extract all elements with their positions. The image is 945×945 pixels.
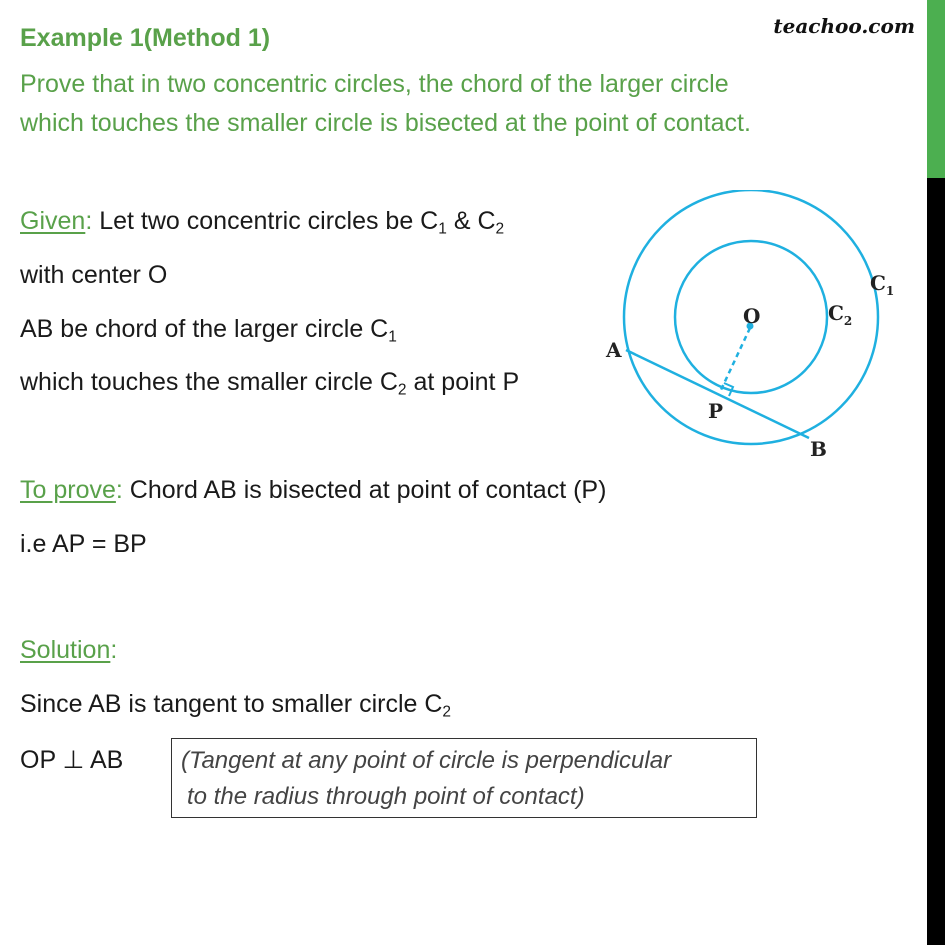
given-line-4 (20, 368, 519, 397)
given-line-2: with center O (20, 261, 168, 289)
given-sub-1: 1 (438, 220, 447, 238)
reason-note-box (171, 738, 757, 818)
concentric-circles-figure (590, 190, 910, 480)
given-text-1b: & C (446, 207, 496, 235)
given-sub-3: 1 (388, 328, 397, 346)
scrollbar-thumb[interactable] (927, 0, 945, 178)
given-line-3 (20, 315, 397, 344)
solution-heading (20, 636, 117, 665)
to-prove-line-2: i.e AP = BP (20, 530, 147, 558)
teachoo-logo: teachoo.com (773, 14, 915, 38)
to-prove-label: To prove (20, 476, 116, 504)
reason-note-line-2: to the radius through point of contact) (187, 783, 585, 810)
given-text-3: AB be chord of the larger circle C (20, 315, 389, 343)
given-label: Given (20, 207, 86, 235)
label-o: O (743, 304, 761, 328)
label-c1-main: C (870, 271, 886, 295)
problem-line-1: Prove that in two concentric circles, the chord of the larger circle (20, 70, 729, 98)
given-line-1 (20, 207, 504, 236)
label-c2 (828, 301, 852, 328)
to-prove-colon: : (115, 476, 123, 504)
example-heading: Example 1(Method 1) (20, 24, 271, 52)
label-c1-sub: 1 (885, 284, 895, 298)
solution-sub-1: 2 (442, 703, 452, 721)
label-c1 (870, 271, 894, 298)
solution-line-1 (20, 690, 451, 719)
solution-line-2: OP ⊥ AB (20, 746, 124, 774)
chord-ab (626, 350, 809, 438)
given-text-4b: at point P (406, 368, 520, 396)
label-p: P (708, 399, 724, 423)
label-a: A (606, 338, 622, 362)
label-b: B (810, 437, 827, 461)
given-text-1a: Let two concentric circles be C (92, 207, 439, 235)
to-prove-text: Chord AB is bisected at point of contact (P) (122, 476, 607, 504)
given-sub-2: 2 (495, 220, 505, 238)
solution-text-1: Since AB is tangent to smaller circle C (20, 690, 443, 718)
label-c2-main: C (828, 301, 844, 325)
given-colon: : (85, 207, 93, 235)
problem-line-2: which touches the smaller circle is bisected at the point of contact. (20, 109, 751, 137)
to-prove-line-1 (20, 476, 606, 505)
solution-label: Solution (20, 636, 111, 664)
label-c2-sub: 2 (843, 314, 853, 328)
given-text-4a: which touches the smaller circle C (20, 368, 398, 396)
solution-colon: : (110, 636, 118, 664)
reason-note-line-1: (Tangent at any point of circle is perpendicular (181, 747, 672, 774)
given-sub-4: 2 (397, 381, 407, 399)
